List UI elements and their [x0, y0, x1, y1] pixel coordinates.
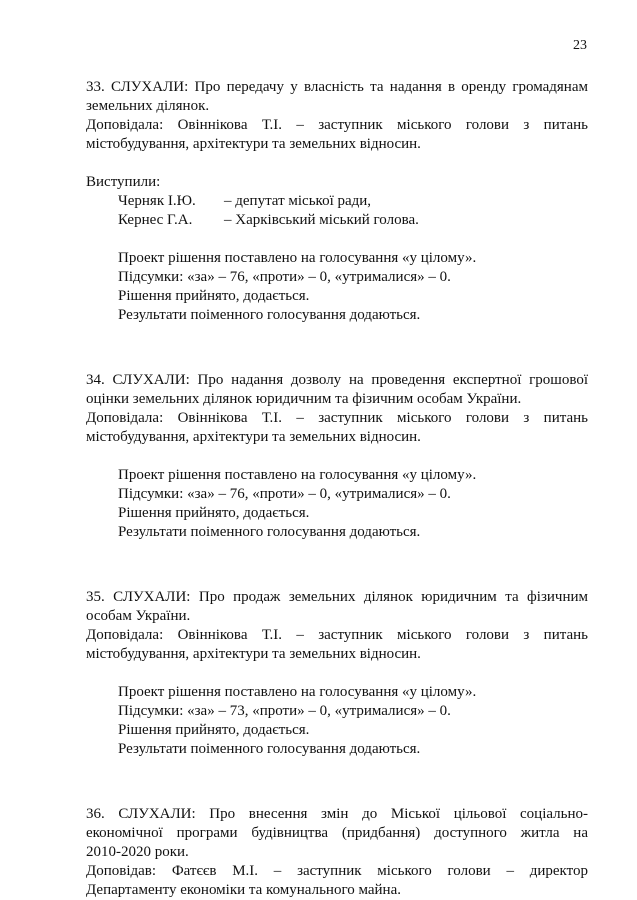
vote-decision: Рішення прийнято, додається.: [118, 722, 310, 738]
vote-project: Проект рішення поставлено на голосування «у цілому».: [118, 467, 477, 483]
speakers-label: Виступили:: [86, 174, 161, 190]
vote-results: Підсумки: «за» – 76, «проти» – 0, «утрималися» – 0.: [118, 486, 451, 502]
vote-project: Проект рішення поставлено на голосування «у цілому».: [118, 250, 477, 266]
item-heading-line: 2010-2020 роки.: [86, 844, 189, 860]
item-heading-line: 34. СЛУХАЛИ: Про надання дозволу на проведення експертної грошової: [86, 372, 588, 388]
agenda-item-36: [86, 805, 588, 900]
page-content: [86, 78, 588, 900]
item-heading-line: економічної програми будівництва (придбання) доступного житла на: [86, 825, 588, 841]
speaker-name: Черняк І.Ю.: [118, 193, 196, 209]
vote-project: Проект рішення поставлено на голосування «у цілому».: [118, 684, 477, 700]
item-heading-line: оцінки земельних ділянок юридичним та фізичним особам України.: [86, 391, 522, 407]
speaker-role: – Харківський міський голова.: [224, 212, 419, 228]
reporter-line: Доповідала: Овіннікова Т.І. – заступник міського голови з питань: [86, 410, 588, 426]
vote-block: [86, 249, 588, 325]
reporter-line: Доповідала: Овіннікова Т.І. – заступник міського голови з питань: [86, 627, 588, 643]
speakers-list: [86, 192, 588, 230]
speaker-row: [118, 192, 588, 211]
item-heading-line: 33. СЛУХАЛИ: Про передачу у власність та надання в оренду громадянам: [86, 79, 588, 95]
vote-decision: Рішення прийнято, додається.: [118, 505, 310, 521]
vote-roll-call: Результати поіменного голосування додаються.: [118, 524, 421, 540]
reporter-line: містобудування, архітектури та земельних відносин.: [86, 646, 421, 662]
page-number: 23: [573, 38, 587, 53]
reporter-line: містобудування, архітектури та земельних відносин.: [86, 136, 421, 152]
vote-roll-call: Результати поіменного голосування додаються.: [118, 307, 421, 323]
item-heading-line: земельних ділянок.: [86, 98, 210, 114]
item-heading-line: 36. СЛУХАЛИ: Про внесення змін до Міської цільової соціально-: [86, 806, 588, 822]
speaker-role: – депутат міської ради,: [224, 193, 372, 209]
vote-results: Підсумки: «за» – 73, «проти» – 0, «утрималися» – 0.: [118, 703, 451, 719]
item-heading-line: 35. СЛУХАЛИ: Про продаж земельних ділянок юридичним та фізичним: [86, 589, 588, 605]
speaker-name: Кернес Г.А.: [118, 212, 193, 228]
vote-block: [86, 683, 588, 759]
agenda-item-35: [86, 588, 588, 759]
reporter-line: містобудування, архітектури та земельних відносин.: [86, 429, 421, 445]
vote-decision: Рішення прийнято, додається.: [118, 288, 310, 304]
vote-results: Підсумки: «за» – 76, «проти» – 0, «утрималися» – 0.: [118, 269, 451, 285]
agenda-item-33: [86, 78, 588, 325]
reporter-line: Доповідав: Фатєєв М.І. – заступник міського голови – директор: [86, 863, 588, 879]
reporter-line: Доповідала: Овіннікова Т.І. – заступник міського голови з питань: [86, 117, 588, 133]
vote-roll-call: Результати поіменного голосування додаються.: [118, 741, 421, 757]
agenda-item-34: [86, 371, 588, 542]
vote-block: [86, 466, 588, 542]
reporter-line: Департаменту економіки та комунального майна.: [86, 882, 401, 898]
item-heading-line: особам України.: [86, 608, 191, 624]
speaker-row: [118, 211, 588, 230]
